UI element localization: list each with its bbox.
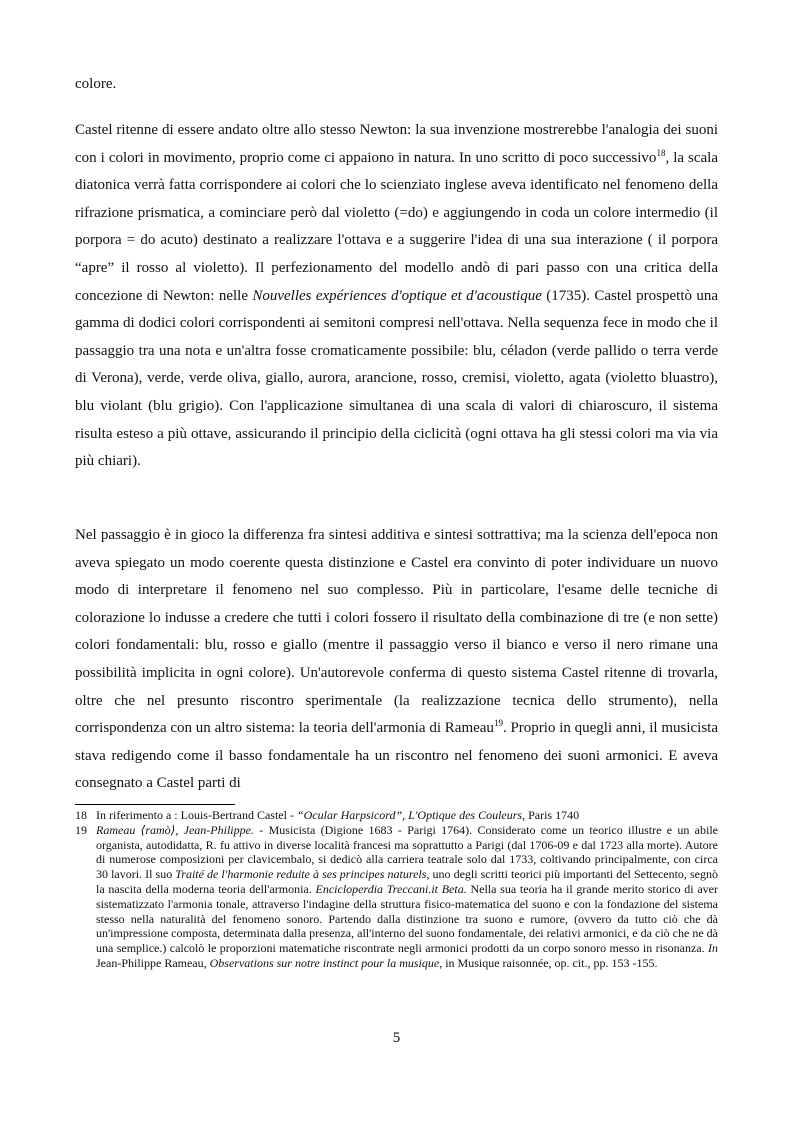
- paragraph-text: Castel ritenne di essere andato oltre allo stesso Newton: la sua invenzione mostrerebbe l'analogia dei suoni con i colori in movimento, proprio come ci appaiono in natura. In uno scritto di poco successivo: [75, 122, 718, 166]
- paragraph-text: . Proprio in quegli anni, il musicista stava redigendo come il basso fondamentale ha un riscontro nel fenomeno dei suoni armonici. E aveva consegnato a Castel parti di: [75, 720, 718, 792]
- paragraph-castel-newton: [75, 117, 718, 476]
- paragraph-fragment: [75, 71, 718, 99]
- footnote-italic: Observations sur notre instinct pour la musique: [209, 955, 440, 970]
- footnote-text: In riferimento a : Louis-Bertrand Castel -: [96, 808, 297, 822]
- paragraph-sintesi: [75, 522, 718, 798]
- footnote-italic: Traité de l'harmonie reduite à ses principes naturels: [175, 867, 427, 882]
- footnote-text: , uno degli scritti teorici più importanti del Settecento, segnò la nascita della moderna teoria dell'armonia.: [96, 867, 718, 896]
- footnote-italic: “Ocular Harpsicord”, L'Optique des Couleurs: [296, 808, 523, 822]
- book-title: Nouvelles expériences d'optique et d'acoustique: [252, 287, 542, 304]
- footnote-number: 18: [75, 808, 87, 822]
- footnotes: [75, 808, 718, 971]
- footnote-18: [75, 808, 718, 823]
- footnote-italic: In: [708, 941, 718, 956]
- footnote-ref-19[interactable]: 19: [493, 718, 503, 729]
- footnote-italic: Encicloperdia Treccani.it Beta.: [315, 881, 467, 896]
- paragraph-text: , la scala diatonica verrà fatta corrispondere ai colori che lo scienziato inglese aveva identificato nel fenomeno della rifrazione prismatica, a cominciare però dal violetto (=do) e aggiungendo in coda un colore intermedio (il porpora = do acuto) destinato a realizzare l'ottava e a suggerire l'idea di una sua interazione ( il porpora “apre” il rosso al violetto). Il perfezionamento del modello andò di pari passo con una critica della concezione di Newton: nelle: [75, 149, 718, 304]
- footnote-separator: [75, 804, 235, 805]
- footnote-text: - Musicista (Digione 1683 - Parigi 1764). Considerato come un teorico illustre e un abile organista, autodidatta, R. fu attivo in diverse località francesi ma soprattutto a Parigi (dal 1706-09 e dal 1723 alla morte). Autore di numerose composizioni per clavicembalo, si dedicò alla carriera teatrale solo dal 1733, coltivando principalmente, con circa 30 lavori. Il suo: [96, 822, 718, 882]
- footnote-text: Nella sua teoria ha il grande merito storico di aver sistematizzato l'armonia tonale, attraverso l'indagine della struttura fisico-matematica del suono e con la fondazione del sistema stesso nella naturalità del fenomeno sonoro. Partendo dalla distinzione tra suono e rumore, (ovvero da tutto ciò che dà un'impressione composta, determinata dalla presenza, all'interno del suono fondamentale, dei relativi armonici, e da ciò che ne dà una semplice.) calcolò le proporzioni matematiche riscontrate negli armonici prodotti da un corpo sonoro messo in risonanza.: [96, 881, 718, 956]
- paragraph-text: colore.: [75, 76, 117, 92]
- page-number: 5: [392, 1030, 401, 1046]
- paragraph-text: (1735). Castel prospettò una gamma di dodici colori corrispondenti ai semitoni compresi nell'ottava. Nella sequenza fece in modo che il passaggio tra una nota e un'altra fosse cromaticamente possibile: blu, céladon (verde pallido o terra verde di Verona), verde, verde oliva, giallo, aurora, arancione, rosso, cremisi, violetto, agata (violetto bluastro), blu violant (blu grigio). Con l'applicazione simultanea di una scala di valori di chiaroscuro, il sistema risulta esteso a più ottave, assicurando il principio della ciclicità (ogni ottava ha gli stessi colori ma via via più chiari).: [75, 287, 718, 470]
- footnote-ref-18[interactable]: 18: [656, 147, 666, 158]
- footnote-number: 19: [75, 822, 87, 837]
- footnote-text: , in Musique raisonnée, op. cit., pp. 153 -155.: [439, 955, 658, 970]
- footnote-text: , Paris 1740: [522, 808, 580, 822]
- footnote-text: Jean-Philippe Rameau,: [96, 955, 210, 970]
- footnote-19: [75, 823, 718, 971]
- footnote-italic: Rameau ⟨ramò⟩, Jean-Philippe.: [96, 822, 254, 837]
- paragraph-text: Nel passaggio è in gioco la differenza fra sintesi additiva e sintesi sottrattiva; ma la scienza dell'epoca non aveva spiegato un modo coerente questa distinzione e Castel era convinto di poter individuare un nuovo modo di interpretare il fenomeno nel suo complesso. Più in particolare, l'esame delle tecniche di colorazione lo indusse a credere che tutti i colori fossero il risultato della combinazione di tre (e non sette) colori fondamentali: blu, rosso e giallo (mentre il passaggio verso il bianco e verso il nero rimane una possibilità implicita in ogni colore). Un'autorevole conferma di questo sistema Castel ritenne di trovarla, oltre che nel presunto riscontro sperimentale (la realizzazione tecnica dello strumento), nella corrispondenza con un altro sistema: la teoria dell'armonia di Rameau: [75, 527, 718, 737]
